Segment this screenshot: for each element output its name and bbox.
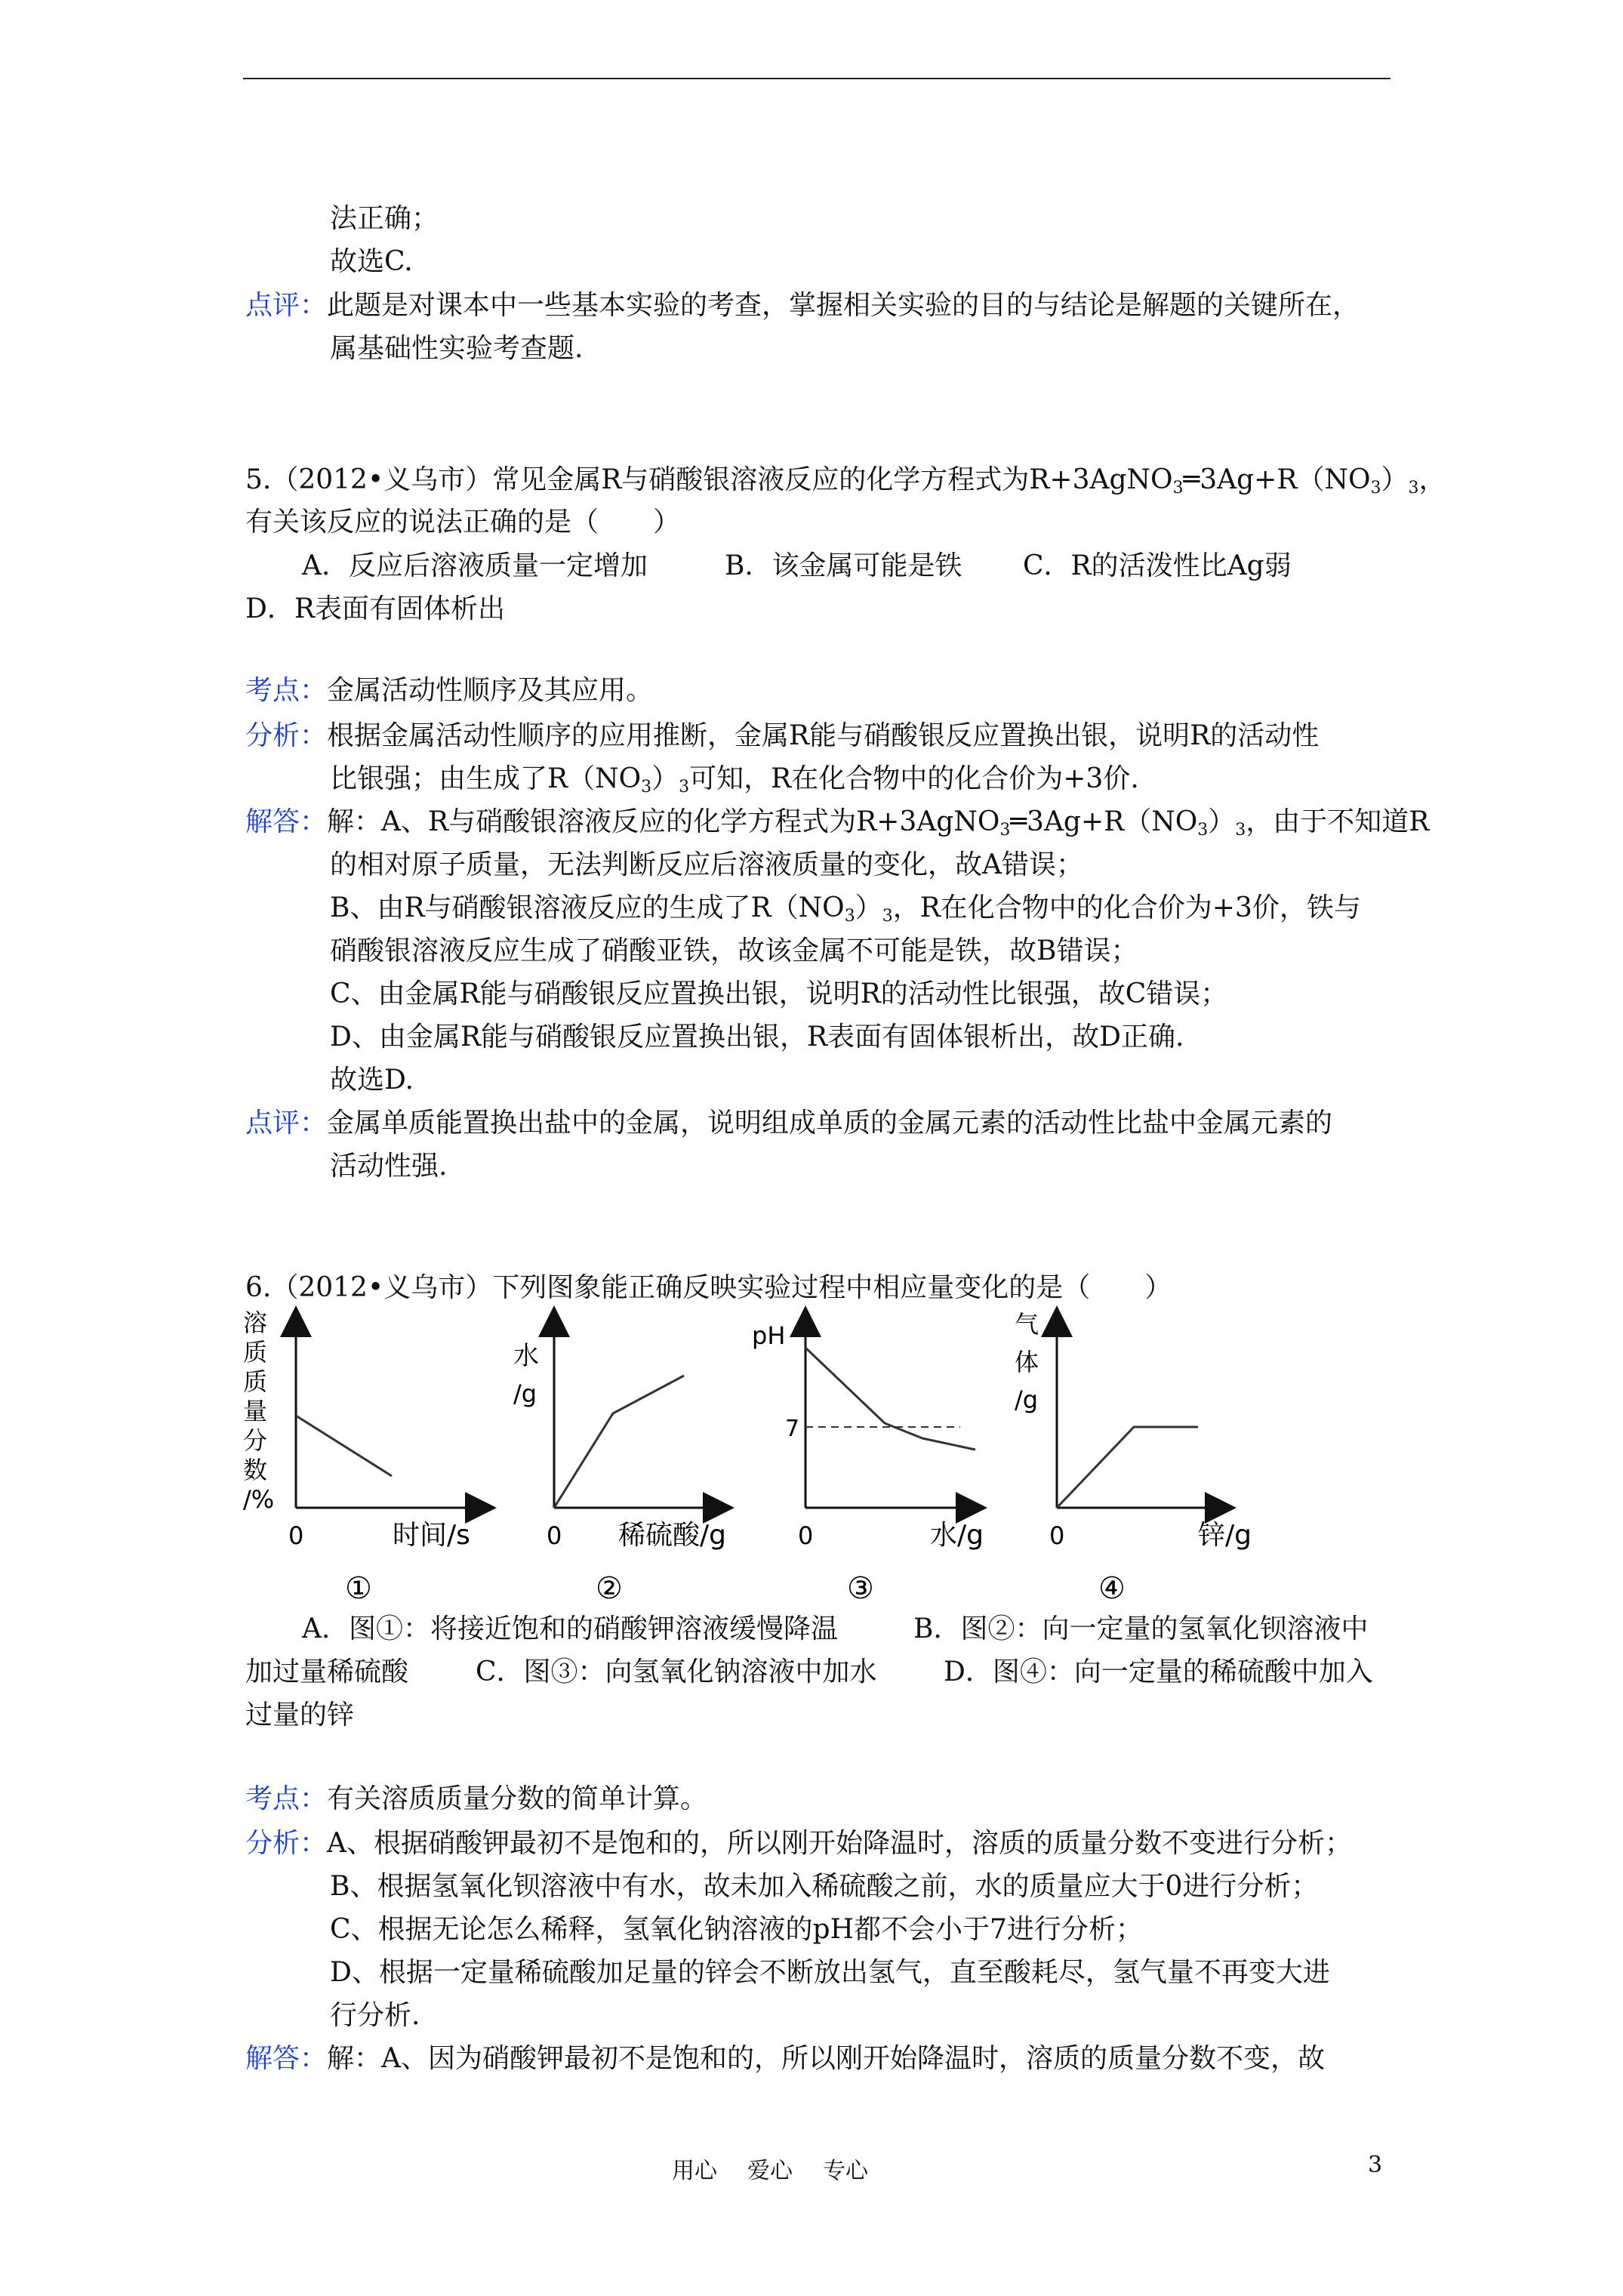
q6-fenxi: 分析：A、根据硝酸钾最初不是饱和的，所以刚开始降温时，溶质的质量分数不变进行分析； [245,1828,1353,1859]
text-line: 故选D. [330,1065,414,1096]
graph-1-ylabel-4: 分 [243,1426,268,1455]
graph-4-origin: 0 [1049,1521,1065,1550]
graph-1-origin: 0 [288,1521,304,1550]
graph-2-origin: 0 [547,1521,562,1550]
q6-stem: 6.（2012•义乌市）下列图象能正确反映实验过程中相应量变化的是（ ） [245,1272,1172,1303]
graph-2-line [554,1376,684,1508]
graph-3-ylabel: pH [752,1321,786,1350]
q5-option-b: B．该金属可能是铁 [725,550,962,581]
text-line: B、根据氢氧化钡溶液中有水，故未加入稀硫酸之前，水的质量应大于0进行分析； [330,1871,1319,1902]
q6-option-b: B．图②：向一定量的氢氧化钡溶液中 [913,1613,1369,1644]
q6-option-d-cont: 过量的锌 [245,1700,355,1730]
text-line: 的相对原子质量，无法判断反应后溶液质量的变化，故A错误； [330,849,1083,880]
q6-graphs [243,1302,1300,1620]
graph-2-ylabel-0: 水 [513,1341,539,1371]
page-number: 3 [1368,2152,1383,2178]
graph-1-ylabel-5: 数 [243,1456,268,1484]
graph-2-ylabel-1: /g [513,1379,537,1408]
graph-1 [243,1308,481,1551]
graph-3 [752,1321,984,1551]
q5-stem-2: 有关该反应的说法正确的是（ ） [245,507,681,538]
text-line: 活动性强. [330,1151,448,1182]
comment-line [245,289,1360,322]
graph-3-origin: 0 [798,1521,814,1550]
header-rule [243,78,1390,79]
q5-option-c: C．R的活泼性比Ag弱 [1023,550,1292,581]
graph-4-ylabel-1: 体 [1015,1348,1039,1376]
text-line: D、由金属R能与硝酸银反应置换出银，R表面有固体银析出，故D正确. [330,1022,1184,1052]
text-line: D、根据一定量稀硫酸加足量的锌会不断放出氢气，直至酸耗尽，氢气量不再变大进 [330,1957,1330,1988]
q5-kaodian: 考点：金属活动性顺序及其应用。 [245,675,654,706]
graph-4-xlabel: 锌/g [1198,1520,1252,1551]
q5-fenxi-2: 比银强；由生成了$R(NO_3)_3$可知，R在化合物中的化合价为+3价. [330,763,1139,797]
text-line: C、由金属R能与硝酸银反应置换出银，说明R的活动性比银强，故C错误； [330,978,1228,1009]
q5-option-d: D．R表面有固体析出 [245,593,505,624]
comment-label: 点评： [245,290,328,321]
graph-3-xlabel: 水/g [930,1520,984,1551]
q5-dianping: 点评：金属单质能置换出盐中的金属，说明组成单质的金属元素的活动性比盐中金属元素的 [245,1108,1333,1139]
q6-jieda: 解答：解：A、因为硝酸钾最初不是饱和的，所以刚开始降温时，溶质的质量分数不变，故 [245,2043,1326,2074]
comment-text: 此题是对课本中一些基本实验的考查，掌握相关实验的目的与结论是解题的关键所在， [327,290,1360,321]
text-line: 硝酸银溶液反应生成了硝酸亚铁，故该金属不可能是铁，故B错误； [330,935,1138,966]
graph-1-ylabel-3: 量 [243,1397,268,1425]
graph-1-ylabel-0: 溶 [243,1308,268,1337]
text-line: 行分析. [330,2000,420,2031]
graph-1-xlabel: 时间/s [393,1520,470,1551]
graph-3-ref-label: 7 [785,1416,800,1442]
graph-1-ylabel-6: /% [243,1485,275,1514]
q6-option-b-cont: 加过量稀硫酸 [245,1657,409,1687]
graph-2-caption: ② [596,1571,623,1606]
text-line: 属基础性实验考查题. [330,333,584,364]
text-line: B、由R与硝酸银溶液反应的生成了$R(NO_3)_3$，R在化合物中的化合价为+3价，铁与 [330,892,1361,926]
text-line: 故选C. [330,246,413,277]
graph-4-ylabel-0: 气 [1015,1310,1039,1339]
q6-option-c: C．图③：向氢氧化钠溶液中加水 [476,1657,877,1687]
q5-stem: 5.（2012•义乌市）常见金属R与硝酸银溶液反应的化学方程式为$R+3AgNO_3═3Ag+R(NO_3)_3$， [245,464,1446,498]
graph-3-caption: ③ [847,1571,874,1606]
q6-kaodian: 考点：有关溶质质量分数的简单计算。 [245,1783,708,1814]
graph-1-caption: ① [345,1571,372,1606]
page-footer: 用心 爱心 专心 [672,2158,868,2184]
graph-4 [1015,1310,1252,1551]
graph-2 [513,1321,726,1551]
text-line: C、根据无论怎么稀释，氢氧化钠溶液的pH都不会小于7进行分析； [330,1914,1143,1945]
graph-4-ylabel-2: /g [1015,1385,1039,1414]
graph-4-line [1057,1427,1198,1508]
q6-option-d: D．图④：向一定量的稀硫酸中加入 [944,1657,1373,1687]
graph-1-line [296,1416,392,1476]
graph-1-ylabel-1: 质 [243,1338,268,1367]
q6-option-a: A．图①：将接近饱和的硝酸钾溶液缓慢降温 [302,1613,838,1644]
graph-2-xlabel: 稀硫酸/g [618,1520,726,1551]
text-line: 法正确； [330,203,439,234]
graph-4-caption: ④ [1098,1571,1126,1606]
q5-fenxi: 分析：根据金属活动性顺序的应用推断，金属R能与硝酸银反应置换出银，说明R的活动性 [245,720,1320,751]
graph-3-line [805,1348,975,1450]
graph-1-ylabel-2: 质 [243,1367,268,1396]
q5-jieda: 解答：解：A、R与硝酸银溶液反应的化学方程式为$R+3AgNO_3═3Ag+R(NO_3)_3$，由于不知道R [245,806,1430,840]
q5-option-a: A．反应后溶液质量一定增加 [302,550,648,581]
